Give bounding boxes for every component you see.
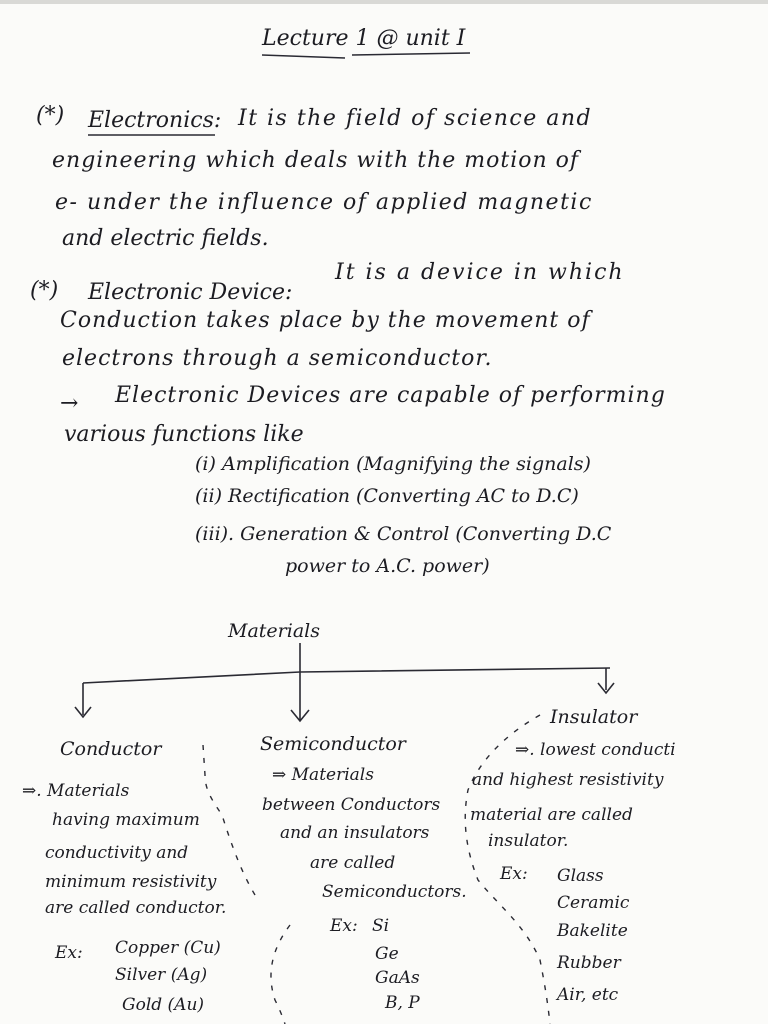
separator-lower-left — [271, 925, 290, 1024]
tree-left-arrow — [75, 707, 91, 717]
insulator-example-2: Ceramic — [557, 893, 630, 913]
electronics-line-3: e- under the influence of applied magnetic — [55, 190, 593, 215]
electronics-bullet: (*) — [36, 103, 65, 128]
conductor-line-3: conductivity and — [45, 843, 189, 863]
conductor-example-3: Gold (Au) — [122, 995, 205, 1015]
functions-line-1: Electronic Devices are capable of performing — [115, 383, 666, 408]
semiconductor-line-3: and an insulators — [280, 823, 430, 843]
electronics-line-2: engineering which deals with the motion of — [52, 148, 580, 173]
materials-root: Materials — [228, 620, 320, 642]
semiconductor-example-3: GaAs — [375, 968, 420, 988]
electronics-term: Electronics: — [88, 108, 222, 133]
conductor-example-2: Silver (Ag) — [115, 965, 208, 985]
semiconductor-example-label: Ex: — [330, 916, 358, 936]
tree-horizontal — [83, 668, 610, 683]
conductor-example-1: Copper (Cu) — [115, 938, 221, 958]
conductor-line-2: having maximum — [52, 810, 200, 830]
conductor-line-1: ⇒. Materials — [22, 781, 130, 801]
conductor-line-5: are called conductor. — [45, 898, 227, 918]
semiconductor-line-4: are called — [310, 853, 396, 873]
insulator-line-4: insulator. — [488, 831, 569, 851]
functions-line-2: various functions like — [64, 422, 304, 447]
function-item-4: power to A.C. power) — [285, 555, 490, 577]
semiconductor-heading: Semiconductor — [260, 733, 406, 755]
device-line-2: Conduction takes place by the movement of — [60, 308, 591, 333]
tree-mid-arrow — [291, 710, 309, 721]
function-item-3: (iii). Generation & Control (Converting D.C — [195, 523, 612, 545]
insulator-line-3: material are called — [470, 805, 633, 825]
insulator-example-1: Glass — [557, 866, 604, 886]
insulator-example-label: Ex: — [500, 864, 528, 884]
device-line-1: It is a device in which — [335, 260, 625, 285]
semiconductor-line-1: ⇒ Materials — [272, 765, 374, 785]
insulator-line-1: ⇒. lowest conducti — [515, 740, 676, 760]
semiconductor-example-2: Ge — [375, 944, 399, 964]
device-line-3: electrons through a semiconductor. — [62, 346, 493, 371]
tree-right-arrow — [598, 683, 614, 693]
insulator-example-4: Rubber — [557, 953, 621, 973]
insulator-line-2: and highest resistivity — [472, 770, 664, 790]
insulator-example-3: Bakelite — [557, 921, 628, 941]
conductor-heading: Conductor — [60, 738, 162, 760]
electronics-line-1: It is the field of science and — [238, 106, 593, 131]
functions-arrow: → — [60, 391, 79, 416]
device-term: Electronic Device: — [88, 280, 293, 305]
semiconductor-line-5: Semiconductors. — [322, 882, 467, 902]
device-bullet: (*) — [30, 278, 59, 303]
function-item-2: (ii) Rectification (Converting AC to D.C) — [195, 485, 579, 507]
semiconductor-example-1: Si — [372, 916, 390, 936]
electronics-line-4: and electric fields. — [62, 226, 269, 251]
semiconductor-line-2: between Conductors — [262, 795, 441, 815]
page-title: Lecture 1 @ unit I — [262, 26, 466, 51]
insulator-example-5: Air, etc — [557, 985, 619, 1005]
insulator-heading: Insulator — [550, 706, 638, 728]
page-top-edge — [0, 0, 768, 4]
semiconductor-example-4: B, P — [385, 993, 420, 1013]
function-item-1: (i) Amplification (Magnifying the signals) — [195, 453, 591, 475]
conductor-example-label: Ex: — [55, 943, 83, 963]
title-underline — [262, 53, 470, 58]
conductor-line-4: minimum resistivity — [45, 872, 217, 892]
